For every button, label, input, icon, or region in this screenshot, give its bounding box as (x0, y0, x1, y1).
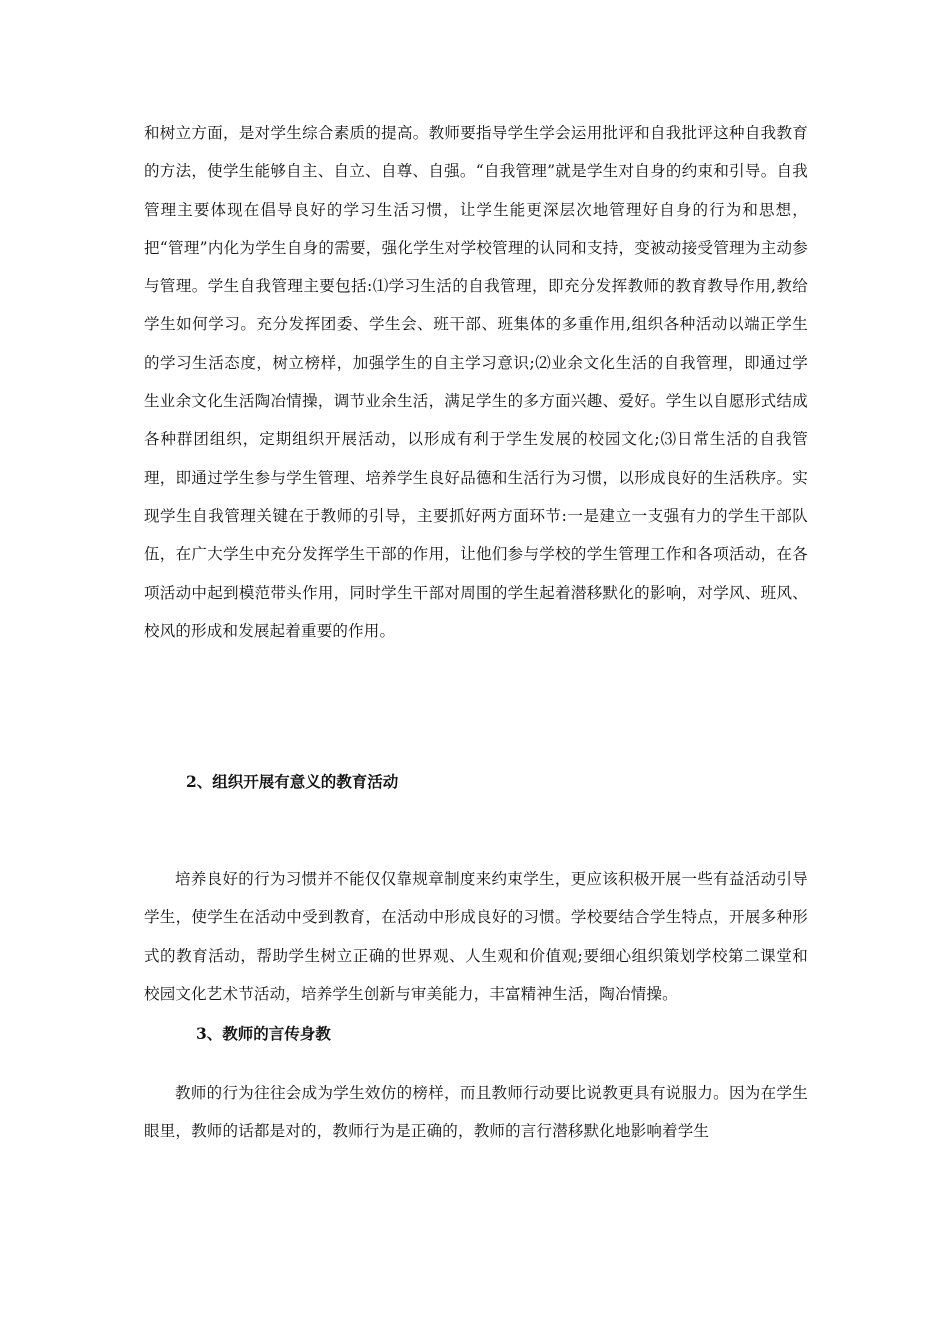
paragraph-self-management: 和树立方面，是对学生综合素质的提高。教师要指导学生学会运用批评和自我批评这种自我教育的方法，使学生能够自主、自立、自尊、自强。“自我管理”就是学生对自身的约束和引导。自我管理主要体现在倡导良好的学习生活习惯，让学生能更深层次地管理好自身的行为和思想，把“管理”内化为学生自身的需要，强化学生对学校管理的认同和支持，变被动接受管理为主动参与管理。学生自我管理主要包括:⑴学习生活的自我管理，即充分发挥教师的教育教导作用,教给学生如何学习。充分发挥团委、学生会、班干部、班集体的多重作用,组织各种活动以端正学生的学习生活态度，树立榜样，加强学生的自主学习意识;⑵业余文化生活的自我管理，即通过学生业余文化生活陶冶情操，调节业余生活，满足学生的多方面兴趣、爱好。学生以自愿形式结成各种群团组织，定期组织开展活动，以形成有利于学生发展的校园文化;⑶日常生活的自我管理，即通过学生参与学生管理、培养学生良好品德和生活行为习惯，以形成良好的生活秩序。实现学生自我管理关键在于教师的引导，主要抓好两方面环节:一是建立一支强有力的学生干部队伍，在广大学生中充分发挥学生干部的作用，让他们参与学校的学生管理工作和各项活动，在各项活动中起到模范带头作用，同时学生干部对周围的学生起着潜移默化的影响，对学风、班风、校风的形成和发展起着重要的作用。 (144, 124, 808, 640)
section-heading-3: 3、教师的言传身教 (196, 1024, 331, 1043)
section-heading-2: 2、组织开展有意义的教育活动 (186, 772, 399, 791)
paragraph-teacher-example: 教师的行为往往会成为学生效仿的榜样，而且教师行动要比说教更具有说服力。因为在学生眼里，教师的话都是对的，教师行为是正确的，教师的言行潜移默化地影响着学生 (144, 1084, 808, 1141)
paragraph-educational-activities: 培养良好的行为习惯并不能仅仅靠规章制度来约束学生，更应该积极开展一些有益活动引导学生，使学生在活动中受到教育，在活动中形成良好的习惯。学校要结合学生特点，开展多种形式的教育活动，帮助学生树立正确的世界观、人生观和价值观;要细心组织策划学校第二课堂和校园文化艺术节活动，培养学生创新与审美能力，丰富精神生活，陶冶情操。 (144, 870, 808, 1003)
